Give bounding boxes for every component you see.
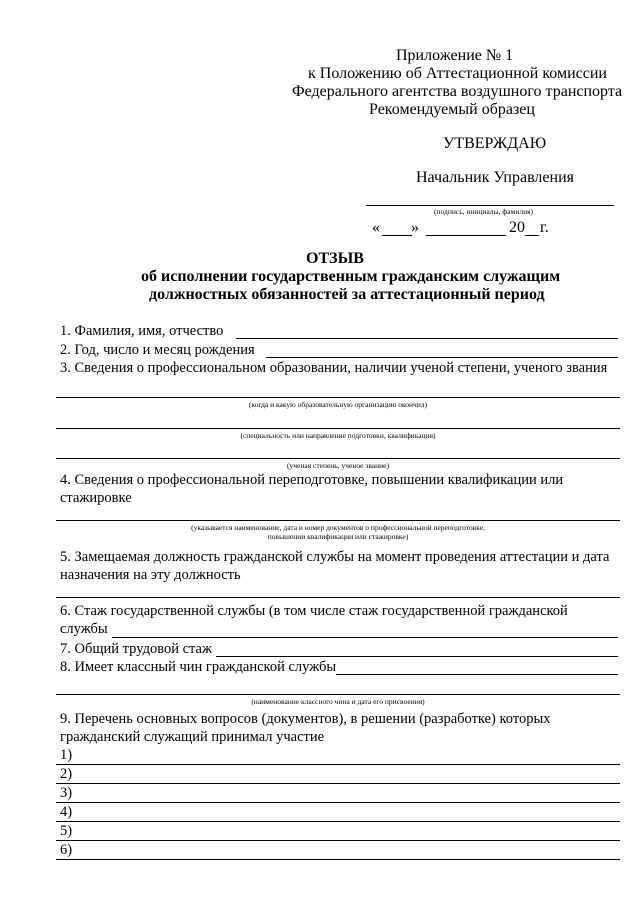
list-item-4: 4) xyxy=(60,804,73,820)
item-2-fill-line[interactable] xyxy=(266,357,618,358)
item-4-label-line-1: 4. Сведения о профессиональной переподготовке, повышении квалификации или xyxy=(60,472,564,488)
list-item-5: 5) xyxy=(60,823,73,839)
list-item-4-line[interactable] xyxy=(56,821,620,822)
item-4-hint-1: (указывается наименование, дата и номер документов о профессиональной переподготовке, xyxy=(191,523,485,532)
appendix-line-3: Федерального агентства воздушного транспорта xyxy=(292,83,623,100)
signature-line xyxy=(366,205,614,206)
item-9-label-line-2: гражданский служащий принимал участие xyxy=(60,729,325,745)
month-line xyxy=(426,235,506,236)
date-open-quote: « xyxy=(372,219,380,236)
year-line xyxy=(525,235,539,236)
item-6-fill-line[interactable] xyxy=(112,637,618,638)
item-2-label: 2. Год, число и месяц рождения xyxy=(60,342,255,358)
list-item-3: 3) xyxy=(60,785,73,801)
item-3-hint-3: (ученая степень, ученое звание) xyxy=(287,461,389,470)
approver-position: Начальник Управления xyxy=(416,169,574,186)
list-item-1: 1) xyxy=(60,747,73,763)
list-item-6-line[interactable] xyxy=(56,859,620,860)
appendix-line-2: к Положению об Аттестационной комиссии xyxy=(308,65,607,82)
item-3-label: 3. Сведения о профессиональном образовании, наличии ученой степени, ученого звания xyxy=(60,360,608,376)
list-item-3-line[interactable] xyxy=(56,802,620,803)
item-6-label-line-1: 6. Стаж государственной службы (в том числе стаж государственной гражданской xyxy=(60,603,568,619)
approve-title: УТВЕРЖДАЮ xyxy=(443,135,547,152)
list-item-2: 2) xyxy=(60,766,73,782)
appendix-number: Приложение № 1 xyxy=(396,47,514,64)
signature-hint: (подпись, инициалы, фамилия) xyxy=(434,207,534,216)
item-1-label: 1. Фамилия, имя, отчество xyxy=(60,323,224,339)
sample-label: Рекомендуемый образец xyxy=(369,101,535,118)
list-item-6: 6) xyxy=(60,842,73,858)
item-7-fill-line[interactable] xyxy=(216,656,618,657)
list-item-5-line[interactable] xyxy=(56,840,620,841)
item-5-fill-line[interactable] xyxy=(56,597,620,598)
item-8-fill-line-2[interactable] xyxy=(56,694,620,695)
item-4-fill-line[interactable] xyxy=(56,520,620,521)
document-subtitle-1: об исполнении государственным гражданским служащим xyxy=(141,268,561,285)
item-3-hint-1: (когда и какую образовательную организацию окончил) xyxy=(248,400,428,409)
item-3-fill-line-2[interactable] xyxy=(56,428,620,429)
item-3-hint-2: (специальность или направление подготовки, квалификация) xyxy=(240,431,436,440)
year-prefix: 20 xyxy=(509,219,525,236)
year-suffix: г. xyxy=(540,219,549,236)
item-8-label: 8. Имеет классный чин гражданской службы xyxy=(60,659,337,675)
document-subtitle-2: должностных обязанностей за аттестационный период xyxy=(149,286,545,303)
item-9-label-line-1: 9. Перечень основных вопросов (документов), в решении (разработке) которых xyxy=(60,711,551,727)
item-3-fill-line-1[interactable] xyxy=(56,397,620,398)
day-line xyxy=(382,235,412,236)
item-4-hint-2: повышении квалификации или стажировке) xyxy=(267,532,409,541)
document-title: ОТЗЫВ xyxy=(306,250,364,267)
item-5-label-line-1: 5. Замещаемая должность гражданской службы на момент проведения аттестации и дата xyxy=(60,549,610,565)
list-item-2-line[interactable] xyxy=(56,783,620,784)
item-5-label-line-2: назначения на эту должность xyxy=(60,567,241,583)
item-8-hint: (наименование классного чина и дата его присвоения) xyxy=(251,697,425,706)
item-4-label-line-2: стажировке xyxy=(60,490,132,506)
item-1-fill-line[interactable] xyxy=(236,338,618,339)
date-close-quote: » xyxy=(411,219,419,236)
item-7-label: 7. Общий трудовой стаж xyxy=(60,641,212,657)
item-8-fill-line-1[interactable] xyxy=(336,674,618,675)
item-3-fill-line-3[interactable] xyxy=(56,458,620,459)
list-item-1-line[interactable] xyxy=(56,764,620,765)
item-6-label-line-2: службы xyxy=(60,621,108,637)
